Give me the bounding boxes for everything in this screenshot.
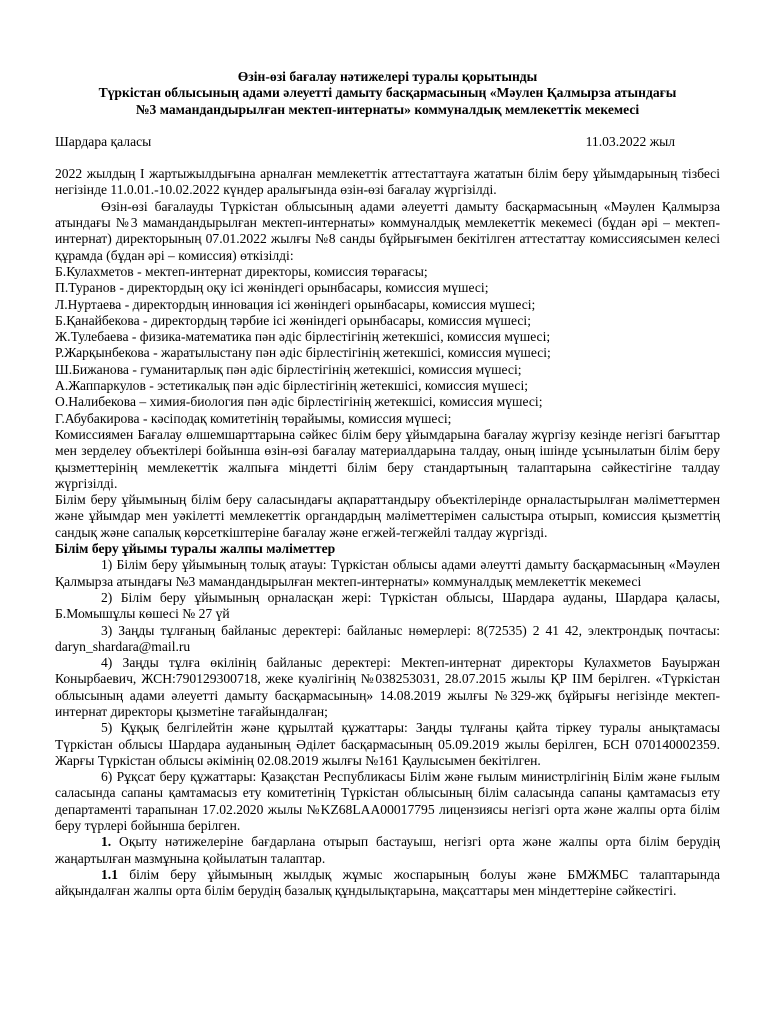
document-subtitle-line-2: №3 мамандандырылған мектеп-интернаты» коммуналдық мемлекеттік мекемесі	[135, 101, 640, 117]
place-name: Шардара қаласы	[55, 133, 152, 149]
commission-member: П.Туранов - директордың оқу ісі жөніндегі орынбасары, комиссия мүшесі;	[55, 280, 489, 296]
document-subtitle-line-1: Түркістан облысының адами әлеуетті дамыту басқармасының «Мәулен Қалмырза атындағы	[98, 85, 677, 101]
point-number: 1.1	[101, 866, 118, 882]
commission-member: Ж.Тулебаева - физика-математика пән әдіс бірлестігінің жетекшісі, комиссия мүшесі;	[55, 329, 551, 345]
point-text: Оқыту нәтижелеріне бағдарлана отырып бастауыш, негізгі орта және жалпы орта білім берудің жаңартылған мазмұнына қойылатын талаптар.	[55, 834, 720, 866]
commission-member: Г.Абубакирова - кәсіподақ комитетінің төрайымы, комиссия мүшесі;	[55, 410, 452, 426]
document-date: 11.03.2022 жыл	[585, 133, 675, 149]
section-heading: Білім беру ұйымы туралы жалпы мәліметтер	[55, 541, 336, 557]
commission-member: Б.Кулахметов - мектеп-интернат директоры, комиссия төрағасы;	[55, 263, 428, 279]
commission-member: Л.Нуртаева - директордың инновация ісі жөніндегі орынбасары, комиссия мүшесі;	[55, 296, 536, 312]
point-number: 1.	[101, 834, 112, 850]
comparison-paragraph: Білім беру ұйымының білім беру саласындағы ақпараттандыру объектілерінде орналастырылған мәліметтермен және ұйымдар мен уәкілетті мемлекеттік органдардың мәліметтерімен салыстыра отырып, комиссия қызметтің сандық және сапалық көрсеткіштеріне бағалау және егжей-тегжейлі талдау жүргізді.	[55, 492, 720, 540]
commission-member: Б.Қанайбекова - директордың тәрбие ісі жөніндегі орынбасары, комиссия мүшесі;	[55, 312, 531, 328]
requirement-point-1	[55, 834, 720, 867]
info-item-location: 2) Білім беру ұйымының орналасқан жері: Түркістан облысы, Шардара ауданы, Шардара қаласы, Б.Момышұлы көшесі № 27 үй	[55, 589, 720, 622]
place-date-row	[55, 134, 720, 150]
requirement-point-1-1	[55, 867, 720, 900]
analysis-paragraph: Комиссиямен Бағалау өлшемшарттарына сәйкес білім беру ұйымдарына бағалау жүргізу кезінде негізгі бағыттар мен зерделеу объектілері бойынша өзін-өзі бағалау материалдарына талдау, оның ішінде ұсынылатын білім беру қызметтерінің мемлекеттік жалпыға міндетті білім беру стандартының талаптарына сәйкестігіне талдау жүргізілді.	[55, 426, 720, 491]
point-text: білім беру ұйымының жылдық жұмыс жоспарының болуы және БМЖМБС талаптарында айқындалған жалпы орта білім берудің базалық құндылықтарына, мақсаттары мен міндеттеріне сәйкестігі.	[55, 866, 720, 899]
info-item-representative: 4) Заңды тұлға өкілінің байланыс деректері: Мектеп-интернат директоры Кулахметов Бауыржан Конырбаевич, ЖСН:790129300718, жеке куәлігінің №038253031, 28.07.2015 жылы ҚР ІІМ берілген. «Түркістан облысының адами әлеуетті дамыту басқармасының» 14.08.2019 жылғы №329-жқ бұйрығы негізінде мектеп-интернат директоры қызметіне тағайындалған;	[55, 655, 720, 719]
info-item-contacts: 3) Заңды тұлғаның байланыс деректері: байланыс нөмерлері: 8(72535) 2 41 42, электрондық почтасы: daryn_shardara@mail.ru	[55, 622, 720, 654]
info-item-permits: 6) Рұқсат беру құжаттары: Қазақстан Республикасы Білім және ғылым министрлігінің Білім және ғылым саласында сапаны қамтамасыз ету комитетінің Түркістан облысының білім саласында сапаны қамтамасыз ету департаменті тарапынан 17.02.2020 жылы №KZ68LAA00017795 лицензиясы негізгі орта және жалпы орта білім беру түрлері бойынша берілген.	[55, 769, 720, 834]
document-title: Өзін-өзі бағалау нәтижелері туралы қорытынды	[237, 69, 538, 84]
info-item-full-name: 1) Білім беру ұйымының толық атауы: Түркістан облысы адами әлеутті дамыту басқармасының «Мәулен Қалмырза атындағы №3 мамандандырылған мектеп-интернаты» коммуналдық мемлекеттік мекемесі	[55, 557, 720, 589]
commission-member: О.Налибекова – химия-биология пән әдіс бірлестігінің жетекшісі, комиссия мүшесі;	[55, 394, 543, 410]
commission-member: Ш.Бижанова - гуманитарлық пән әдіс бірлестігінің жетекшісі, комиссия мүшесі;	[55, 361, 522, 377]
commission-intro-paragraph: Өзін-өзі бағалауды Түркістан облысының адами әлеуетті дамыту басқармасының «Мәулен Қалмырза атындағы №3 мамандандырылған мектеп-интернаты» коммуналдық мемлекеттік мекемесі (бұдан әрі – мектеп-интернат) директорының 07.01.2022 жылғы №8 санды бұйрығымен бекітілген аттестаттау комиссиясымен келесі құрамда (бұдан әрі – комиссия) өткізілді:	[55, 198, 720, 263]
commission-list	[55, 264, 720, 427]
commission-member: Р.Жарқынбекова - жаратылыстану пән әдіс бірлестігінің жетекшісі, комиссия мүшесі;	[55, 345, 551, 361]
commission-member: А.Жаппаркулов - эстетикалық пән әдіс бірлестігінің жетекшісі, комиссия мүшесі;	[55, 378, 529, 394]
intro-paragraph: 2022 жылдың І жартыжылдығына арналған мемлекеттік аттестаттауға жататын білім беру ұйымдарының тізбесі негізінде 11.0.01.-10.02.2022 күндер аралығында өзін-өзі бағалау жүргізілді.	[55, 166, 720, 198]
info-item-legal-documents: 5) Құқық белгілейтін және құрылтай құжаттары: Заңды тұлғаны қайта тіркеу туралы анықтамасы Түркістан облысы Шардара ауданының Әділет басқармасының 05.09.2019 жылы берілген, БСН 070140002359. Жарғы Түркістан облысы әкімінің 02.08.2019 жылғы №161 Қаулысымен бекітілген.	[55, 720, 720, 768]
